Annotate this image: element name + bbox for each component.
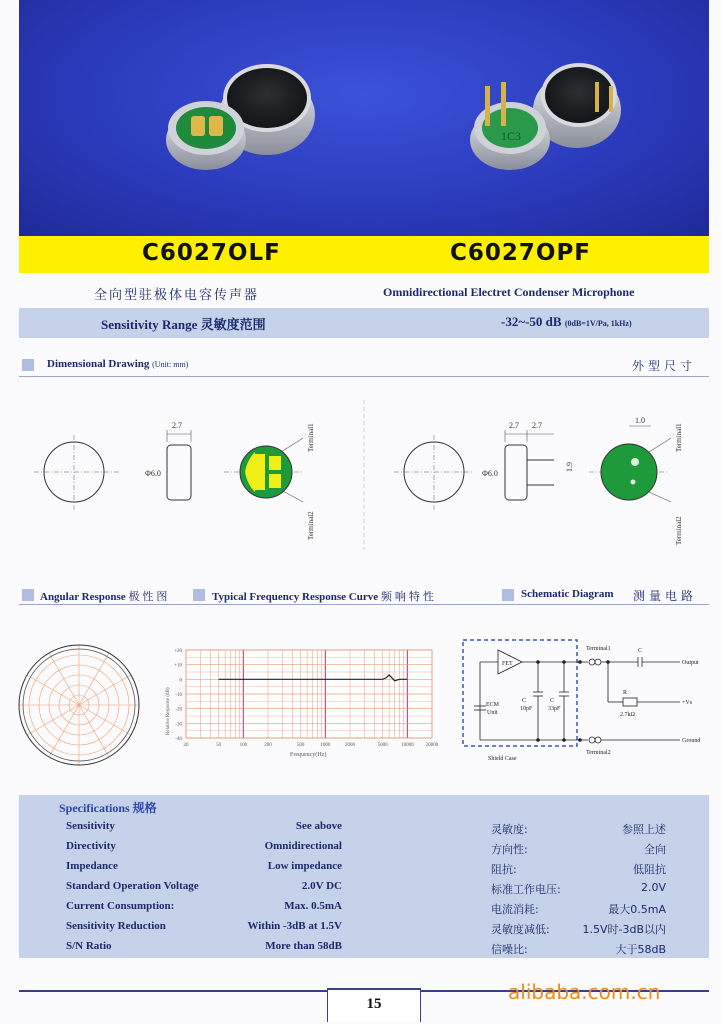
freq-x-tick: 500 [296, 743, 305, 748]
spec-row-cn [491, 881, 666, 901]
spec-title-en: Specifications [59, 801, 130, 815]
watermark: alibaba.com.cn [508, 980, 661, 1004]
spec-key-cn: 方向性: [491, 843, 528, 856]
right-pin-gap-dim: 1.0 [635, 416, 645, 425]
title-en: Omnidirectional Electret Condenser Microphone [383, 285, 635, 299]
spec-row [66, 920, 342, 940]
section-marker [502, 589, 514, 601]
product-photo-drawing [19, 0, 709, 236]
ecm-label: ECM [486, 702, 500, 708]
spec-value-cn: 1.5V时-3dB以内 [582, 923, 666, 936]
spec-key: Standard Operation Voltage [66, 880, 199, 892]
freq-y-tick: -10 [175, 693, 182, 698]
dimensional-label: Dimensional Drawing [47, 358, 150, 370]
polar-spoke [79, 705, 131, 735]
freq-y-tick: -40 [175, 737, 182, 742]
freq-y-tick: +20 [174, 649, 182, 654]
spec-row-cn [491, 941, 666, 961]
schematic-label-cn: 测量电路 [633, 589, 698, 603]
resistor-label: R [623, 690, 628, 696]
right-height-dim: 2.7 [509, 421, 519, 430]
specifications-panel [19, 795, 709, 958]
page-number-box [327, 988, 421, 1022]
left-dia-dim: Φ6.0 [145, 469, 161, 478]
left-side-view [145, 421, 191, 500]
spec-value: 2.0V DC [301, 880, 342, 892]
left-terminal1: Terminal1 [307, 423, 315, 452]
right-front-view [394, 435, 474, 510]
section-marker [22, 589, 34, 601]
spec-key: Sensitivity [66, 820, 115, 832]
vs-label: +Vs [682, 700, 693, 706]
right-pin-dim: 2.7 [532, 421, 542, 430]
polar-spoke [79, 653, 109, 705]
dimensional-label-cn: 外型尺寸 [632, 359, 697, 373]
dimensional-heading [47, 358, 188, 370]
sensitivity-value [501, 314, 632, 330]
spec-key: Current Consumption: [66, 900, 175, 912]
polar-spoke [27, 675, 79, 705]
sensitivity-label [101, 314, 266, 333]
coupling-cap-label: C [638, 648, 643, 654]
angular-label: Angular Response [40, 591, 126, 603]
divider [19, 604, 709, 605]
freq-heading [212, 588, 437, 604]
left-back-view [224, 423, 315, 540]
product-photo [19, 0, 709, 236]
polar-spoke [49, 705, 79, 757]
c1-label: C [522, 698, 527, 704]
sensitivity-range: -32~-50 [501, 314, 543, 329]
spec-key: Sensitivity Reduction [66, 920, 166, 932]
spec-row [66, 820, 342, 840]
terminal2-label: Terminal2 [586, 750, 611, 756]
terminal1-label: Terminal1 [586, 646, 611, 652]
angular-heading [40, 588, 170, 604]
freq-x-tick: 50 [216, 743, 222, 748]
sensitivity-label-cn: 灵敏度范围 [200, 318, 266, 333]
freq-chart [160, 640, 450, 760]
spec-key-cn: 标准工作电压: [491, 883, 561, 896]
dimensional-drawing [19, 390, 709, 560]
mic-print-code: 1C3 [501, 129, 522, 143]
spec-value-cn: 低阻抗 [633, 863, 666, 876]
section-marker [22, 359, 34, 371]
sensitivity-unit: dB [545, 314, 562, 329]
fet-label: FET [502, 661, 513, 667]
freq-label-cn: 频响特性 [380, 590, 437, 603]
freq-ylabel: Relative Response (dB) [166, 687, 171, 735]
schematic-diagram [458, 636, 710, 766]
freq-x-tick: 5000 [377, 743, 388, 748]
mic-front-left [166, 101, 246, 170]
divider [19, 376, 709, 377]
spec-key-cn: 阻抗: [491, 863, 517, 876]
model-left: C6027OLF [142, 240, 281, 266]
spec-value: Max. 0.5mA [284, 900, 342, 912]
spec-key-cn: 灵敏度减低: [491, 923, 550, 936]
spec-key-cn: 灵敏度: [491, 823, 528, 836]
freq-x-tick: 2000 [345, 743, 355, 748]
ground-label: Ground [682, 738, 701, 744]
freq-x-tick: 100 [239, 743, 248, 748]
spec-row-cn [491, 901, 666, 921]
sensitivity-band [19, 308, 709, 338]
freq-y-tick: -30 [175, 722, 182, 728]
spec-row-cn [491, 921, 666, 941]
spec-value-cn: 参照上述 [622, 823, 666, 836]
spec-key-cn: 电流消耗: [491, 903, 539, 916]
right-side-view [482, 421, 574, 500]
spec-key: S/N Ratio [66, 940, 112, 952]
right-dia-dim: Φ6.0 [482, 469, 498, 478]
spec-row [66, 880, 342, 900]
spec-value-cn: 全向 [644, 843, 666, 856]
left-height-dim: 2.7 [172, 421, 182, 430]
right-terminal1: Terminal1 [675, 423, 683, 452]
polar-spoke [79, 705, 109, 757]
freq-x-tick: 200 [264, 743, 272, 748]
schematic-heading [521, 588, 614, 600]
sensitivity-label-en: Sensitivity Range [101, 317, 198, 332]
right-terminal2: Terminal2 [675, 516, 683, 545]
spec-row-cn [491, 821, 666, 841]
spec-value-cn: 大于58dB [615, 943, 666, 956]
spec-key-cn: 信噪比: [491, 943, 528, 956]
spec-key: Impedance [66, 860, 118, 872]
spec-value: Omnidirectional [264, 840, 342, 852]
sensitivity-ref: (0dB=1V/Pa, 1kHz) [564, 319, 632, 328]
spec-row [66, 840, 342, 860]
polar-chart [14, 640, 144, 770]
title-cn: 全向型驻极体电容传声器 [94, 288, 260, 303]
spec-title-cn: 规格 [132, 801, 157, 815]
spec-row [66, 860, 342, 880]
spec-key: Directivity [66, 840, 116, 852]
spec-row [66, 900, 342, 920]
freq-y-tick: +10 [174, 663, 182, 669]
spec-value: More than 58dB [265, 940, 342, 952]
spec-value-cn: 最大0.5mA [608, 903, 666, 916]
angular-label-cn: 极性图 [128, 590, 171, 603]
spec-row [66, 940, 342, 960]
polar-spoke [79, 675, 131, 705]
model-banner [19, 236, 709, 273]
spec-value-cn: 2.0V [640, 881, 666, 894]
spec-row-cn [491, 841, 666, 861]
dimensional-unit: (Unit: mm) [152, 360, 189, 369]
freq-x-tick: 1000 [320, 743, 331, 748]
c2-value: 33pF [548, 706, 561, 712]
spec-value: Low impedance [267, 860, 342, 872]
freq-y-tick: 0 [179, 678, 182, 684]
left-terminal2: Terminal2 [307, 511, 315, 540]
freq-x-tick: 20 [183, 743, 189, 748]
right-back-view [589, 416, 683, 545]
ecm-unit-label: Unit [487, 710, 498, 716]
freq-x-tick: 10000 [401, 743, 414, 748]
polar-spoke [49, 653, 79, 705]
shield-label: Shield Case [488, 756, 517, 762]
freq-x-tick: 20000 [425, 743, 439, 748]
resistor-value: 2.7kΩ [620, 712, 635, 718]
c2-label: C [550, 698, 555, 704]
freq-label: Typical Frequency Response Curve [212, 591, 379, 603]
freq-y-tick: -20 [175, 707, 182, 713]
spec-value: See above [295, 820, 342, 832]
polar-spoke [27, 705, 79, 735]
spec-value: Within -3dB at 1.5V [247, 920, 342, 932]
page-number: 15 [366, 996, 382, 1012]
left-front-view [34, 435, 119, 510]
spec-row-cn [491, 861, 666, 881]
section-marker [193, 589, 205, 601]
schematic-label: Schematic Diagram [521, 588, 614, 600]
freq-xlabel: Frequency(Hz) [290, 752, 327, 758]
c1-value: 10pF [520, 706, 533, 712]
output-label: Output [682, 660, 699, 666]
model-right: C6027OPF [450, 240, 592, 266]
spec-title [59, 799, 157, 816]
right-pin-len-dim: 1.9 [565, 462, 574, 472]
